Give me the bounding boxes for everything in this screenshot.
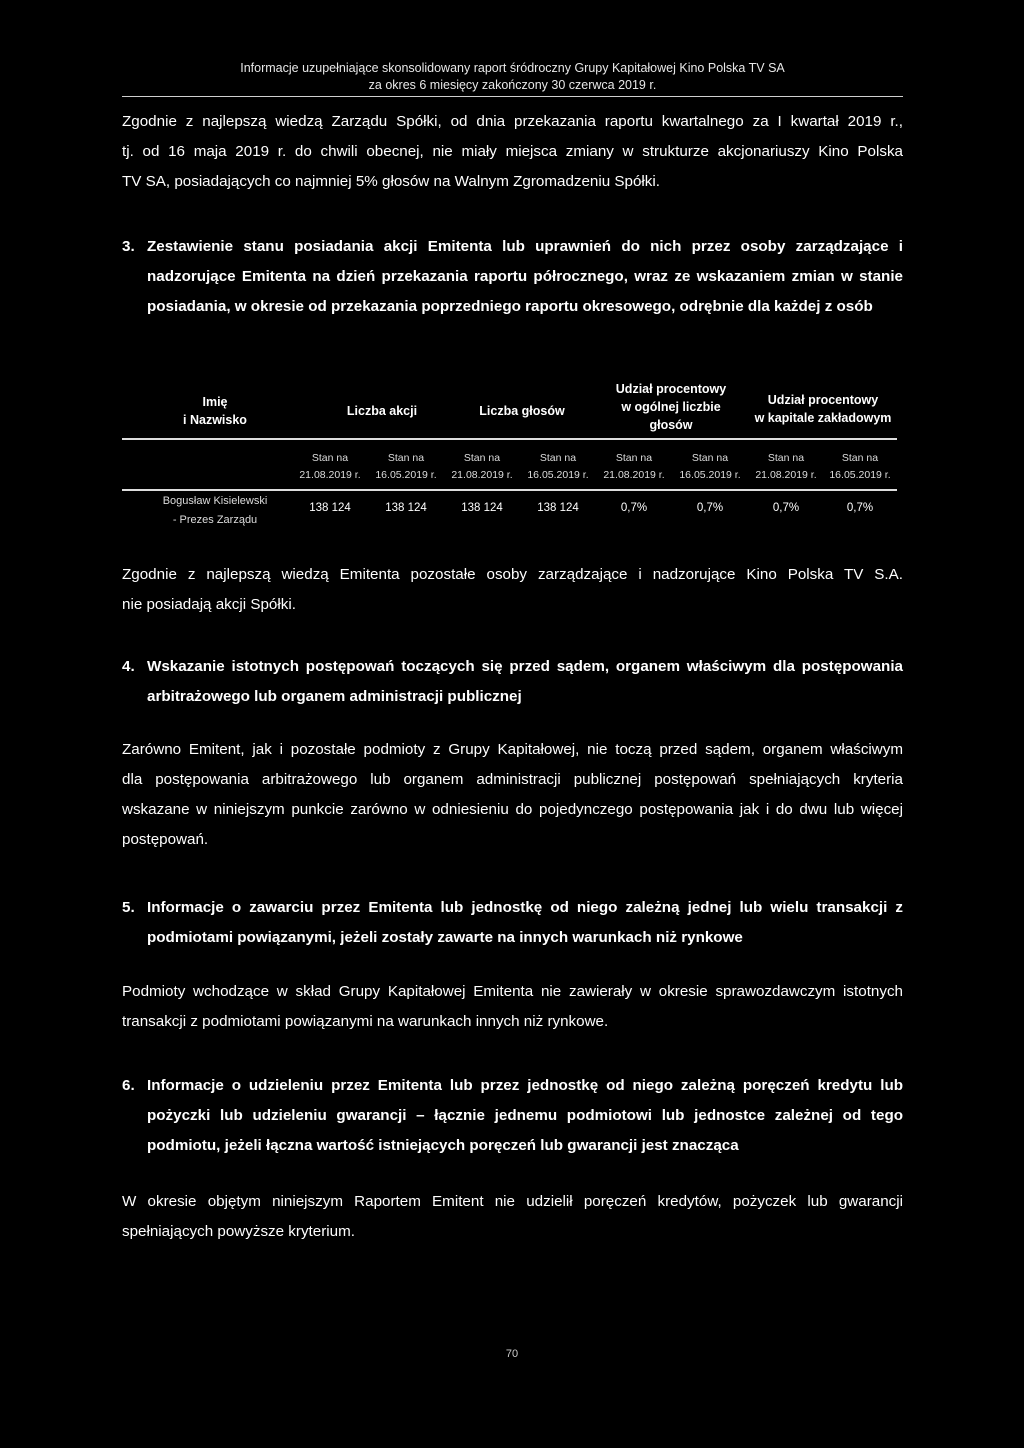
after-table-line-2: nie posiadają akcji Spółki. (122, 596, 296, 613)
header-line-2: za okres 6 miesięcy zakończony 30 czerwca 2019 r. (368, 78, 657, 92)
after-table-line-1: Zgodnie z najlepszą wiedzą Emitenta pozostałe osoby zarządzające i nadzorujące Kino Polska TV S.A. (122, 566, 903, 583)
section-5-title: Informacje o zawarciu przez Emitenta lub jednostkę od niego zależną jednej lub wielu transakcji z podmiotami powiązanymi, jeżeli zostały zawarte na innych warunkach niż rynkowe (147, 899, 903, 946)
section-3-title: Zestawienie stanu posiadania akcji Emitenta lub uprawnień do nich przez osoby zarządzające i nadzorujące Emitenta na dzień przekazania raportu półrocznego, wraz ze wskazaniem zmian w stanie posiadania, w okresie od przekazania poprzedniego raportu okresowego, odrębnie dla każdej z osób (147, 238, 903, 315)
cell-votes-previous: 138 124 (537, 502, 579, 514)
page-number: 70 (505, 1348, 519, 1360)
section-4-title: Wskazanie istotnych postępowań toczących się przed sądem, organem właściwym dla postępowania arbitrażowego lub organem administracji publicznej (147, 658, 903, 705)
section-6-body (122, 1187, 903, 1247)
subheader-date: 21.08.2019 r. (299, 469, 361, 481)
col-header-vote-pct-line-1: Udział procentowy (615, 382, 727, 396)
intro-line-1: Zgodnie z najlepszą wiedzą Zarządu Spółki, od dnia przekazania raportu kwartalnego za I kwartał 2019 r., (122, 113, 903, 130)
cell-shares-previous: 138 124 (385, 502, 427, 514)
subheader-label: Stan na (841, 452, 879, 464)
subheader-label: Stan na (615, 452, 653, 464)
cell-vote-pct-previous: 0,7% (696, 502, 724, 514)
subheader-2 (368, 450, 444, 484)
person-role: - Prezes Zarządu (172, 514, 258, 526)
cell-vote-pct-current: 0,7% (620, 502, 648, 514)
col-header-name-line-2: i Nazwisko (183, 413, 247, 427)
col-header-vote-pct-line-2: w ogólnej liczbie (621, 400, 721, 414)
table-subheader-rule (122, 489, 897, 491)
subheader-date: 21.08.2019 r. (603, 469, 665, 481)
col-header-name-line-1: Imię (202, 395, 228, 409)
person-name: Bogusław Kisielewski (162, 495, 268, 507)
subheader-date: 16.05.2019 r. (829, 469, 891, 481)
section-6-heading (122, 1071, 903, 1161)
subheader-label: Stan na (387, 452, 425, 464)
section-6-number: 6. (122, 1077, 135, 1094)
subheader-4 (520, 450, 596, 484)
section-5-number: 5. (122, 899, 135, 916)
col-header-capital-pct-line-2: w kapitale zakładowym (754, 411, 892, 425)
subheader-1 (292, 450, 368, 484)
section-5-heading (122, 893, 903, 953)
section-4-body (122, 735, 903, 855)
subheader-7 (748, 450, 824, 484)
section-6-line-2: spełniających powyższe kryterium. (122, 1223, 355, 1240)
col-header-capital-pct-line-1: Udział procentowy (767, 393, 879, 407)
after-table-paragraph (122, 560, 903, 620)
section-5-body (122, 977, 903, 1037)
subheader-date: 16.05.2019 r. (527, 469, 589, 481)
subheader-6 (672, 450, 748, 484)
header-line-1: Informacje uzupełniające skonsolidowany raport śródroczny Grupy Kapitałowej Kino Polska TV SA (240, 61, 785, 75)
col-header-capital-pct (748, 391, 898, 427)
section-3-number: 3. (122, 238, 135, 255)
section-3-heading (122, 232, 903, 322)
section-4-line-4: postępowań. (122, 831, 209, 848)
cell-capital-pct-previous: 0,7% (846, 502, 874, 514)
header-divider (122, 96, 903, 97)
subheader-date: 21.08.2019 r. (451, 469, 513, 481)
subheader-label: Stan na (311, 452, 349, 464)
subheader-3 (444, 450, 520, 484)
subheader-8 (822, 450, 898, 484)
subheader-label: Stan na (539, 452, 577, 464)
section-4-number: 4. (122, 658, 135, 675)
section-4-heading (122, 652, 903, 712)
intro-paragraph (122, 107, 903, 197)
section-4-line-3: wskazane w niniejszym punkcie zarówno w odniesieniu do pojedynczego postępowania jak i do dwu lub więcej (122, 801, 903, 818)
subheader-date: 16.05.2019 r. (375, 469, 437, 481)
col-header-votes: Liczba głosów (479, 404, 565, 418)
table-header-rule (122, 438, 897, 440)
subheader-date: 16.05.2019 r. (679, 469, 741, 481)
subheader-5 (596, 450, 672, 484)
cell-capital-pct-current: 0,7% (772, 502, 800, 514)
cell-votes-current: 138 124 (461, 502, 503, 514)
intro-line-2: tj. od 16 maja 2019 r. do chwili obecnej, nie miały miejsca zmiany w strukturze akcjonariuszy Kino Polska (122, 143, 903, 160)
section-5-line-2: transakcji z podmiotami powiązanymi na warunkach innych niż rynkowe. (122, 1013, 609, 1030)
subheader-date: 21.08.2019 r. (755, 469, 817, 481)
subheader-label: Stan na (463, 452, 501, 464)
subheader-label: Stan na (767, 452, 805, 464)
col-header-shares: Liczba akcji (346, 404, 418, 418)
section-5-line-1: Podmioty wchodzące w skład Grupy Kapitałowej Emitenta nie zawierały w okresie sprawozdawczym istotnych (122, 983, 903, 1000)
section-6-line-1: W okresie objętym niniejszym Raportem Emitent nie udzielił poręczeń kredytów, pożyczek lub gwarancji (122, 1193, 903, 1210)
subheader-label: Stan na (691, 452, 729, 464)
col-header-vote-pct (596, 380, 746, 434)
section-4-line-1: Zarówno Emitent, jak i pozostałe podmioty z Grupy Kapitałowej, nie toczą przed sądem, organem właściwym (122, 741, 903, 758)
row-person-name (150, 492, 280, 530)
intro-line-3: TV SA, posiadających co najmniej 5% głosów na Walnym Zgromadzeniu Spółki. (122, 173, 660, 190)
section-4-line-2: dla postępowania arbitrażowego lub organem administracji publicznej postępowań spełniających kryteria (122, 771, 903, 788)
col-header-name (150, 393, 280, 429)
cell-shares-current: 138 124 (309, 502, 351, 514)
col-header-vote-pct-line-3: głosów (649, 418, 693, 432)
section-6-title: Informacje o udzieleniu przez Emitenta lub przez jednostkę od niego zależną poręczeń kredytu lub pożyczki lub udzieleniu gwarancji – łącznie jednemu podmiotowi lub jednostce zależnej od tego podmiotu, jeżeli łączna wartość istniejących poręczeń lub gwarancji jest znacząca (147, 1077, 903, 1154)
page-header (122, 60, 903, 94)
